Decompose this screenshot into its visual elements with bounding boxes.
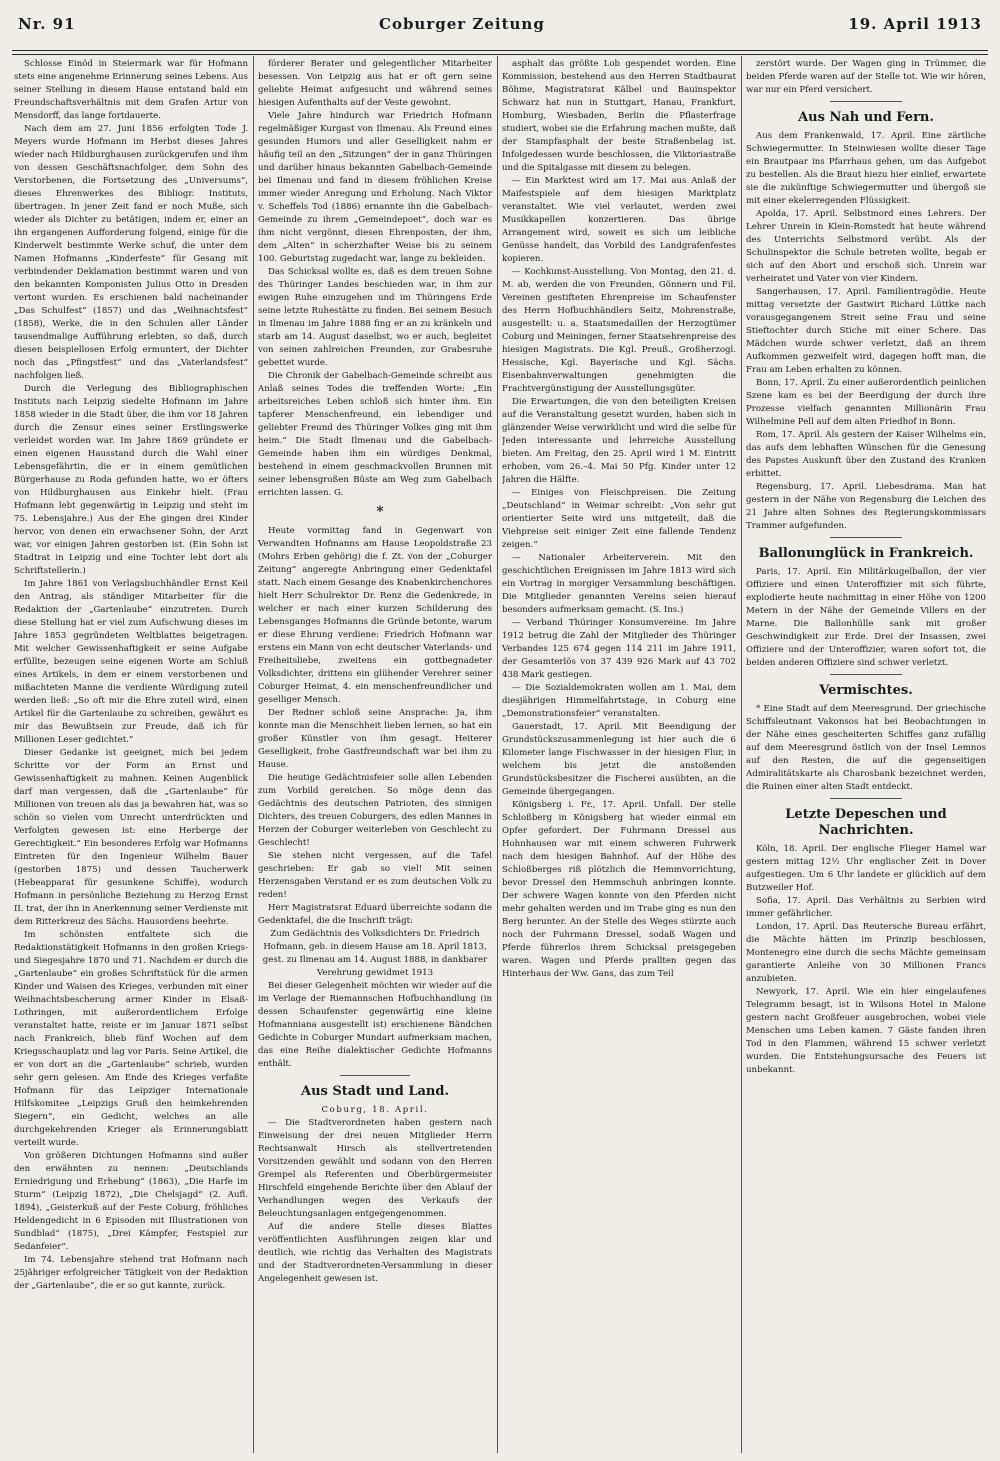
- col3-paragraph: — Ein Marktest wird am 17. Mai aus Anlaß der Maifestspiele auf dem hiesigen Marktplatz veranstaltet. Wie viel verlautet, werden zwei Musikkapellen konzertieren. Das übrige Arrangement wird, soweit es sich um leibliche Genüsse handelt, das Vorbild des Landgrafenfestes kopieren.: [502, 176, 736, 264]
- col3-paragraph: Gauerstadt, 17. April. Mit Beendigung der Grundstückszusammenlegung ist hier auch die 6 Kilometer lange Fischwasser in der hiesigen Flur, in welchem bis jetzt die anstoßenden Grundstücksbesitzer die Fischerei ausübten, an die Gemeinde übergegangen.: [502, 722, 736, 797]
- col4-paragraph: Köln, 18. April. Der englische Flieger Hamel war gestern mittag 12½ Uhr englischer Zeit in Dover aufgestiegen. Um 6 Uhr landete er glücklich auf dem Butzweiler Hof.: [746, 844, 986, 893]
- column-divider: [253, 56, 254, 1453]
- col4-paragraph: Rom, 17. April. Als gestern der Kaiser Wilhelms ein, das aufs dem lebhaften Wünschen für die Genesung des Papstes Auskunft über den Zustand des Kranken erbittet.: [746, 430, 986, 479]
- ornament-rule: [830, 101, 902, 102]
- col4-paragraph: Apolda, 17. April. Selbstmord eines Lehrers. Der Lehrer Unrein in Klein-Romstedt hat heute während des Unterrichts Selbstmord verübt. Als der Schulinspektor die Schule betreten wollte, begab er sich auf den Abort und erschoß sich. Unrein war verheiratet und Vater von vier Kindern.: [746, 209, 986, 284]
- section-heading-nah-fern: Aus Nah und Fern.: [798, 110, 934, 125]
- col3-paragraph: — Verband Thüringer Konsumvereine. Im Jahre 1912 betrug die Zahl der Mitglieder des Thüringer Verbandes 125 674 gegen 114 211 im Jahre 1911, der Gesamterlös von 37 439 926 Mark auf 43 702 438 Mark gestiegen.: [502, 618, 736, 680]
- col4-paragraph: * Eine Stadt auf dem Meeresgrund. Der griechische Schiffsleutnant Vakonsos hat bei Beobachtungen in der Nähe eines gescheiterten Schiffes ganz zufällig auf dem Meeresgrund östlich von der Insel Lemnos auf den Resten, die auf die gegenseitigen Admiralitätskarte als Charosbank bezeichnet werden, die Ruinen einer alten Stadt entdeckt.: [746, 704, 986, 792]
- col2-paragraph: förderer Berater und gelegentlicher Mitarbeiter besessen. Von Leipzig aus hat er oft gern seine geliebte Heimat aufgesucht und während seines hiesigen Aufenthalts auf der Veste gewohnt.: [258, 59, 492, 108]
- col3-paragraph: — Kochkunst-Ausstellung. Von Montag, den 21. d. M. ab, werden die von Freunden, Gönnern und Fil. Vereinen gestifteten Ehrenpreise im Schaufenster des Herrn Hofbuchhändlers Seitz, Mohrenstraße, ausgestellt: u. a. Staatsmedaillen der Herzogtümer Coburg und Meiningen, ferner Staatsehrenpreise des hiesigen Magistrats. Die Kgl. Preuß., Großherzogl. Hessische, Kgl. Bayerische und Kgl. Sächs. Eisenbahnverwaltungen genehmigten die Frachtvergünstigung der Ausstellungsgüter.: [502, 267, 736, 394]
- column-divider: [741, 56, 742, 1453]
- col1-paragraph: Im schönsten entfaltete sich die Redaktionstätigkeit Hofmanns in den großen Kriegs- und Siegesjahre 1870 und 71. Nachdem er durch die „Gartenlaube“ ein großes Schriftstück für die armen Kinder und Waisen des Krieges, verbunden mit einer Weihnachtsbescherung armer Kinder in Elsaß-Lothringen, mit außerordentlichem Erfolge veranstaltet hatte, reiste er im Januar 1871 selbst nach Frankreich, blieb fünf Wochen auf dem Kriegsschauplatz und lag vor Paris. Seine Artikel, die er von dort an die „Gartenlaube“ schrieb, wurden sehr gern gelesen. Am Ende des Krieges verfaßte Hofmann für das Leipziger Internationale Hilfskomitee „Leipzigs Gruß den heimkehrenden Siegern“, ein Gedicht, welches an alle durchgekehrenden Krieger als Erinnerungsblatt verteilt wurde.: [14, 930, 248, 1148]
- col2-paragraph: Sie stehen nicht vergessen, auf die Tafel geschrieben: Er gab so viel! Mit seinen Herzensgaben Verstand er es zum deutschen Volk zu reden!: [258, 851, 492, 900]
- col2-paragraph: Die Chronik der Gabelbach-Gemeinde schreibt aus Anlaß seines Todes die treffenden Worte: „Ein arbeitsreiches Leben schloß sich hinter ihm. Ein tapferer Menschenfreund, ein lebendiger und geliebter Freund des Thüringer Volkes ging mit ihm heim.“ Die Stadt Ilmenau und die Gabelbach-Gemeinde haben ihm ein würdiges Denkmal, bestehend in einem geschmackvollen Brunnen mit seiner lebensgroßen Büste am Weg zum Gabelbach errichten lassen. G.: [258, 371, 492, 498]
- col2-paragraph: Heute vormittag fand in Gegenwart von Verwandten Hofmanns am Hause Leopoldstraße 23 (Mohrs Erben gehörig) die f. Zt. von der „Coburger Zeitung“ angeregte Anbringung einer Gedenktafel statt. Nach einem Gesange des Knabenkirchenchores hielt Herr Schulrektor Dr. Renz die Gedenkrede, in welcher er nach einer kurzen Schilderung des Lebensganges Hofmanns die Gründe betonte, warum er diese Ehrung verdiene: Friedrich Hofmann war erstens ein Mann von echt deutscher Vaterlands- und Freiheitsliebe, zweitens ein gottbegnadeter Volksdichter, drittens ein glühender Verehrer seiner Coburger Heimat, 4. ein menschenfreundlicher und geselliger Mensch.: [258, 526, 492, 705]
- ornament-rule: [830, 674, 902, 675]
- col1-paragraph: Schlosse Einöd in Steiermark war für Hofmann stets eine angenehme Erinnerung seines Lebens. Aus seiner Stellung in diesem Hause entstand bald ein Freundschaftsverhältnis mit dem Grafen Artur von Mensdorff, das lange fortdauerte.: [14, 59, 248, 121]
- col2-paragraph: Der Redner schloß seine Ansprache: Ja, ihm konnte man die Menschheit lieben lernen, so hat ein großer Künstler von ihm gesagt. Heiterer Geselligkeit, frohe Gastfreundschaft war bei ihm zu Hause.: [258, 708, 492, 770]
- col2-paragraph: Das Schicksal wollte es, daß es dem treuen Sohne des Thüringer Landes beschieden war, in ihm zur ewigen Ruhe einzugehen und im Thüringens Erde seine letzte Ruhestätte zu finden. Bei seinem Besuch in Ilmenau im Jahre 1888 fing er an zu kränkeln und starb am 14. August daselbst, wo er auch, begleitet von seinen zahlreichen Freunden, zur Grabesruhe gebettet wurde.: [258, 267, 492, 368]
- section-heading-stadt-land: Aus Stadt und Land.: [301, 1084, 449, 1099]
- masthead-rule-top: [12, 50, 988, 51]
- col4-paragraph: Sangerhausen, 17. April. Familientragödie. Heute mittag versetzte der Gastwirt Richard Lüttke nach vorausgegangenem Streit seine Frau und seine Stieftochter durch Stiche mit einer Schere. Das Mädchen wurde schwer verletzt, daß an ihrem Aufkommen gezweifelt wird, dagegen hofft man, die Frau am Leben erhalten zu können.: [746, 287, 986, 375]
- col2-paragraph: Bei dieser Gelegenheit möchten wir wieder auf die im Verlage der Riemannschen Hofbuchhandlung (in dessen Schaufenster gegenwärtig eine kleine Hofmanniana ausgestellt ist) erschienene Bändchen Gedichte in Coburger Mundart aufmerksam machen, das eine Reihe dialektischer Gedichte Hofmanns enthält.: [258, 981, 492, 1069]
- section-heading-letzte-depeschen: Letzte Depeschen und Nachrichten.: [785, 807, 947, 838]
- column-1: [14, 58, 248, 1453]
- dateline: Coburg, 18. April.: [321, 1105, 429, 1115]
- col4-paragraph: London, 17. April. Das Reutersche Bureau erfährt, die Mächte hätten im Prinzip beschlossen, Montenegro eine durch die sechs Mächte gemeinsam garantierte Anleihe von 30 Millionen Francs anzubieten.: [746, 922, 986, 984]
- col4-paragraph: Newyork, 17. April. Wie ein hier eingelaufenes Telegramm besagt, ist in Wilsons Hotel in Malone gestern nacht Großfeuer ausgebrochen, wobei viele Menschen ums Leben kamen. 7 Gäste fanden ihren Tod in den Flammen, während 15 schwer verletzt wurden. Die Entstehungsursache des Feuers ist unbekannt.: [746, 987, 986, 1075]
- col2-paragraph: Viele Jahre hindurch war Friedrich Hofmann regelmäßiger Kurgast von Ilmenau. Als Freund eines gesunden Humors und aller Geselligkeit nahm er häufig teil an den „Sitzungen“ der in ganz Thüringen und darüber hinaus bekannten Gabelbach-Gemeinde bei Ilmenau und fand in diesem fröhlichen Kreise immer wieder Anregung und Erholung. Nach Viktor v. Scheffels Tod (1886) ernannte ihn die Gabelbach-Gemeinde zu ihrem „Gemeindepoet“, doch war es ihm nicht vergönnt, diesen Ehrenposten, der ihm, dem „Alten“ in scherzhafter Weise bis zu seinem 100. Geburtstag zugedacht war, lange zu bekleiden.: [258, 111, 492, 264]
- section-heading-ballonunglueck: Ballonunglück in Frankreich.: [758, 546, 974, 561]
- col3-paragraph: asphalt das größte Lob gespendet worden. Eine Kommission, bestehend aus den Herren Stadtbaurat Böhme, Magistratsrat Kälbel und Bauinspektor Schwarz hat nun in Stuttgart, Hanau, Frankfurt, Homburg, Wiesbaden, Berlin die Pflasterfrage studiert, wobei sie die Erfahrung machen mußte, daß der Stampfasphalt der beste Straßenbelag ist. Infolgedessen wurde beschlossen, die Viktoriastraße und die Spitalgasse mit diesem zu belegen.: [502, 59, 736, 173]
- memorial-inscription: Zum Gedächtnis des Volksdichters Dr. Friedrich Hofmann, geb. in diesem Hause am 18. April 1813, gest. zu Ilmenau am 14. August 1888, in dankbarer Verehrung gewidmet 1913: [262, 929, 488, 978]
- col2-paragraph: Auf die andere Stelle dieses Blattes veröffentlichten Ausführungen zeigen klar und deutlich, wie richtig das Verhalten des Magistrats und der Stadtverordneten-Versammlung in dieser Angelegenheit gewesen ist.: [258, 1222, 492, 1284]
- section-heading-vermischtes: Vermischtes.: [819, 683, 913, 698]
- col3-paragraph: Die Erwartungen, die von den beteiligten Kreisen auf die Veranstaltung gesetzt wurden, haben sich in glänzender Weise verwirklicht und wird die selbe für Jeden interessante und lehrreiche Ausstellung bieten. Am Freitag, den 25. April wird 1 M. Eintritt erhoben, vom 26.–4. Mai 50 Pfg. Kinder unter 12 Jahren die Hälfte.: [502, 397, 736, 485]
- col4-paragraph: Sofia, 17. April. Das Verhältnis zu Serbien wird immer gefährlicher.: [746, 896, 986, 919]
- column-2: [258, 58, 492, 1453]
- col3-paragraph: — Einiges von Fleischpreisen. Die Zeitung „Deutschland“ in Weimar schreibt: „Von sehr gut orientierter Seite wird uns mitgeteilt, daß die Viehpreise seit einiger Zeit eine fallende Tendenz zeigen.“: [502, 488, 736, 550]
- col2-paragraph: Die heutige Gedächtnisfeier solle allen Lebenden zum Vorbild gereichen. So möge denn das Gedächtnis des deutschen Patrioten, des sinnigen Dichters, des treuen Coburgers, des edlen Mannes in Herzen der Coburger weiterleben von Geschlecht zu Geschlecht!: [258, 773, 492, 848]
- col2-paragraph: Herr Magistratsrat Eduard überreichte sodann die Gedenktafel, die die Inschrift trägt:: [258, 903, 492, 926]
- col1-paragraph: Nach dem am 27. Juni 1856 erfolgten Tode J. Meyers wurde Hofmann im Herbst dieses Jahres wieder nach Hildburghausen zurückgerufen und ihm von dessen Geschäftsnachfolger, dem Sohn des Verstorbenen, die Fortsetzung des „Universums“, dieses Ehrenwerkes des Bibliogr. Instituts, übertragen. In jener Zeit fand er noch Muße, sich wieder als Dichter zu betätigen, indem er, einer an ihn ergangenen Aufforderung folgend, einige für die Kinderwelt bestimmte Werke schuf, die unter dem Namen Hofmanns „Kinderfeste“ für Gesang mit verbindender Deklamation bestimmt waren und von den bekannten Komponisten Julius Otto in Dresden vertont wurden. Es erschienen bald nacheinander „Das Schulfest“ (1857) und das „Weihnachtsfest“ (1858), Werke, die in den Schulen aller Länder tausendmalige Aufführung erlebten, so daß, durch diesen beispiellosen Erfolg ermuntert, der Dichter noch das „Pfingstfest“ und das „Vaterlandsfest“ nachfolgen ließ.: [14, 124, 248, 381]
- col1-paragraph: Von größeren Dichtungen Hofmanns sind außer den erwähnten zu nennen: „Deutschlands Erniedrigung und Erhebung“ (1863), „Die Harfe im Sturm“ (Leipzig 1872), „Die Chelsjagd“ (2. Aufl. 1894), „Geisterkuß auf der Feste Coburg, fröhliches Heldengedicht in 6 Episoden mit Illustrationen von Sundblad“ (1875), „Drei Kämpfer, Festspiel zur Sedanfeier“.: [14, 1151, 248, 1252]
- column-3: [502, 58, 736, 1453]
- col3-paragraph: Königsberg i. Fr., 17. April. Unfall. Der stelle Schloßberg in Königsberg hat wieder einmal ein Opfer gefordert. Der Fuhrmann Dressel aus Hohnhausen war mit einem schweren Fuhrwerk nach dem hiesigen Bahnhof. Auf der Höhe des Schloßberges riß plötzlich die Hemmvorrichtung, bevor Dressel den Hemmschuh anbringen konnte. Der schwere Wagen konnte von den Pferden nicht mehr gehalten werden und im Trabe ging es nun den Berg herunter. An der Stelle des Weges stürzte auch noch der Fuhrmann Dressel, sodaß Wagen und Pferde führerlos ihrem Schicksal preisgegeben waren. Wagen und Pferde prallten gegen das Hinterhaus der Ww. Gans, das zum Teil: [502, 800, 736, 979]
- newspaper-title: Coburger Zeitung: [379, 15, 545, 33]
- col4-paragraph: Aus dem Frankenwald, 17. April. Eine zärtliche Schwiegermutter. In Steinwiesen wollte dieser Tage ein Brautpaar ins Pfarrhaus gehen, um das Aufgebot zu bestellen. Als die Braut hiezu hier einlief, erwartete sie die zukünftige Schwiegermutter und übergoß sie mit einer ekelerregenden Flüssigkeit.: [746, 131, 986, 206]
- column-divider: [497, 56, 498, 1453]
- masthead-rule-bottom: [12, 54, 988, 55]
- section-separator-star: *: [376, 504, 384, 520]
- col4-paragraph: Bonn, 17. April. Zu einer außerordentlich peinlichen Szene kam es bei der Beerdigung der durch ihre Prozesse vielfach genannten Millionärin Frau Wilhelmine Pell auf dem alten Friedhof in Bonn.: [746, 378, 986, 427]
- col4-paragraph: Paris, 17. April. Ein Militärkugelballon, der vier Offiziere und einen Unteroffizier mit sich führte, explodierte heute nachmittag in einer Höhe von 1200 Metern in der Nähe der Gemeinde Villers en der Marne. Die Ballonhülle sank mit großer Geschwindigkeit zur Erde. Drei der Insassen, zwei Offiziere und der Unteroffizier, waren sofort tot, die beiden anderen Offiziere sind schwer verletzt.: [746, 567, 986, 668]
- col4-paragraph: zerstört wurde. Der Wagen ging in Trümmer, die beiden Pferde waren auf der Stelle tot. Wie wir hören, war nur ein Pferd versichert.: [746, 59, 986, 95]
- col1-paragraph: Durch die Verlegung des Bibliographischen Instituts nach Leipzig siedelte Hofmann im Jahre 1858 wieder in die Stadt über, die ihm vor 18 Jahren durch die Zensur eines seiner Erstlingswerke verleidet worden war. Im Jahre 1869 gründete er einen eigenen Hausstand durch die Wahl einer Lebensgefährtin, die er in einem gemütlichen Bürgerhause zu Roda gefunden hatte, wo er öfters von Hildburghausen aus Einkehr hielt. (Frau Hofmann lebt gegenwärtig in Leipzig und steht im 75. Lebensjahre.) Aus der Ehe gingen drei Kinder hervor, von denen ein erwachsener Sohn, der Arzt war, vor einigen Jahren gestorben ist. (Ein Sohn ist Stadtrat in Leipzig und eine Tochter lebt dort als Schriftstellerin.): [14, 384, 248, 576]
- ornament-rule: [830, 798, 902, 799]
- col2-paragraph: — Die Stadtverordneten haben gestern nach Einweisung der drei neuen Mitglieder Herrn Rechtsanwalt Hirsch als stellvertretenden Vorsitzenden gewählt und sodann von den Herren Grempel als Referenten und Oberbürgermeister Hirschfeld eingehende Berichte über den Ablauf der Verhandlungen wegen des Verkaufs der Beleuchtungsanlagen entgegengenommen.: [258, 1118, 492, 1219]
- issue-date: 19. April 1913: [848, 15, 982, 33]
- issue-number: Nr. 91: [18, 15, 76, 33]
- col1-paragraph: Im Jahre 1861 von Verlagsbuchhändler Ernst Keil den Antrag, als ständiger Mitarbeiter für die Redaktion der „Gartenlaube“ einzutreten. Durch diese Stellung hat er viel zum Aufschwung dieses im Jahre 1853 gegründeten Weltblattes beigetragen. Mit welcher Gewissenhaftigkeit er seine Aufgabe erfüllte, bezeugen seine eigenen Worte am Schluß eines Artikels, in dem er einem verstorbenen und mißachteten Manne die verdiente Würdigung zuteil werden ließ: „So oft mir die Ehre zuteil wird, einen Artikel für die Gartenlaube zu schreiben, gewährt es mir das Bewußtsein zur Freude, daß ich für Millionen Leser gedichtet.“: [14, 579, 248, 745]
- col3-paragraph: — Nationaler Arbeiterverein. Mit den geschichtlichen Ereignissen im Jahre 1813 wird sich ein Vortrag in morgiger Versammlung beschäftigen. Die Mitglieder genannten Vereins seien hierauf besonders aufmerksam gemacht. (S. Ins.): [502, 553, 736, 615]
- ornament-rule: [830, 537, 902, 538]
- ornament-rule: [340, 1075, 410, 1076]
- masthead: [18, 4, 982, 44]
- col3-paragraph: — Die Sozialdemokraten wollen am 1. Mai, dem diesjährigen Himmelfahrtstage, in Coburg eine „Demonstrationsfeier“ veranstalten.: [502, 683, 736, 719]
- col4-paragraph: Regensburg, 17. April. Liebesdrama. Man hat gestern in der Nähe von Regensburg die Leichen des 21 Jahre alten Sohnes des Regierungskommissars Trammer aufgefunden.: [746, 482, 986, 531]
- col1-paragraph: Dieser Gedanke ist geeignet, mich bei jedem Schritte vor der Form an Ernst und Gewissenhaftigkeit zu mahnen. Keinen Augenblick darf man vergessen, daß die „Gartenlaube“ für Millionen von treuen als das ja bewahren hat, was so schön so vielen vom Unrecht unterdrückten und Verfolgten gewesen ist: eine Herberge der Gerechtigkeit.“ Ein besonderes Erfolg war Hofmanns Eintreten für den Ingenieur Wilhelm Bauer (gestorben 1875) und dessen Taucherwerk (Hebeapparat für gesunkene Schiffe), wodurch Hofmann in persönliche Beziehung zu Herzog Ernst II. trat, der ihn in Anerkennung seiner Verdienste mit dem Ritterkreuz des Sächs. Hausordens beehrte.: [14, 748, 248, 927]
- column-4: [746, 58, 986, 1453]
- col1-paragraph: Im 74. Lebensjahre stehend trat Hofmann nach 25jähriger erfolgreicher Tätigkeit von der Redaktion der „Gartenlaube“, die er so gut kannte, zurück.: [14, 1255, 248, 1291]
